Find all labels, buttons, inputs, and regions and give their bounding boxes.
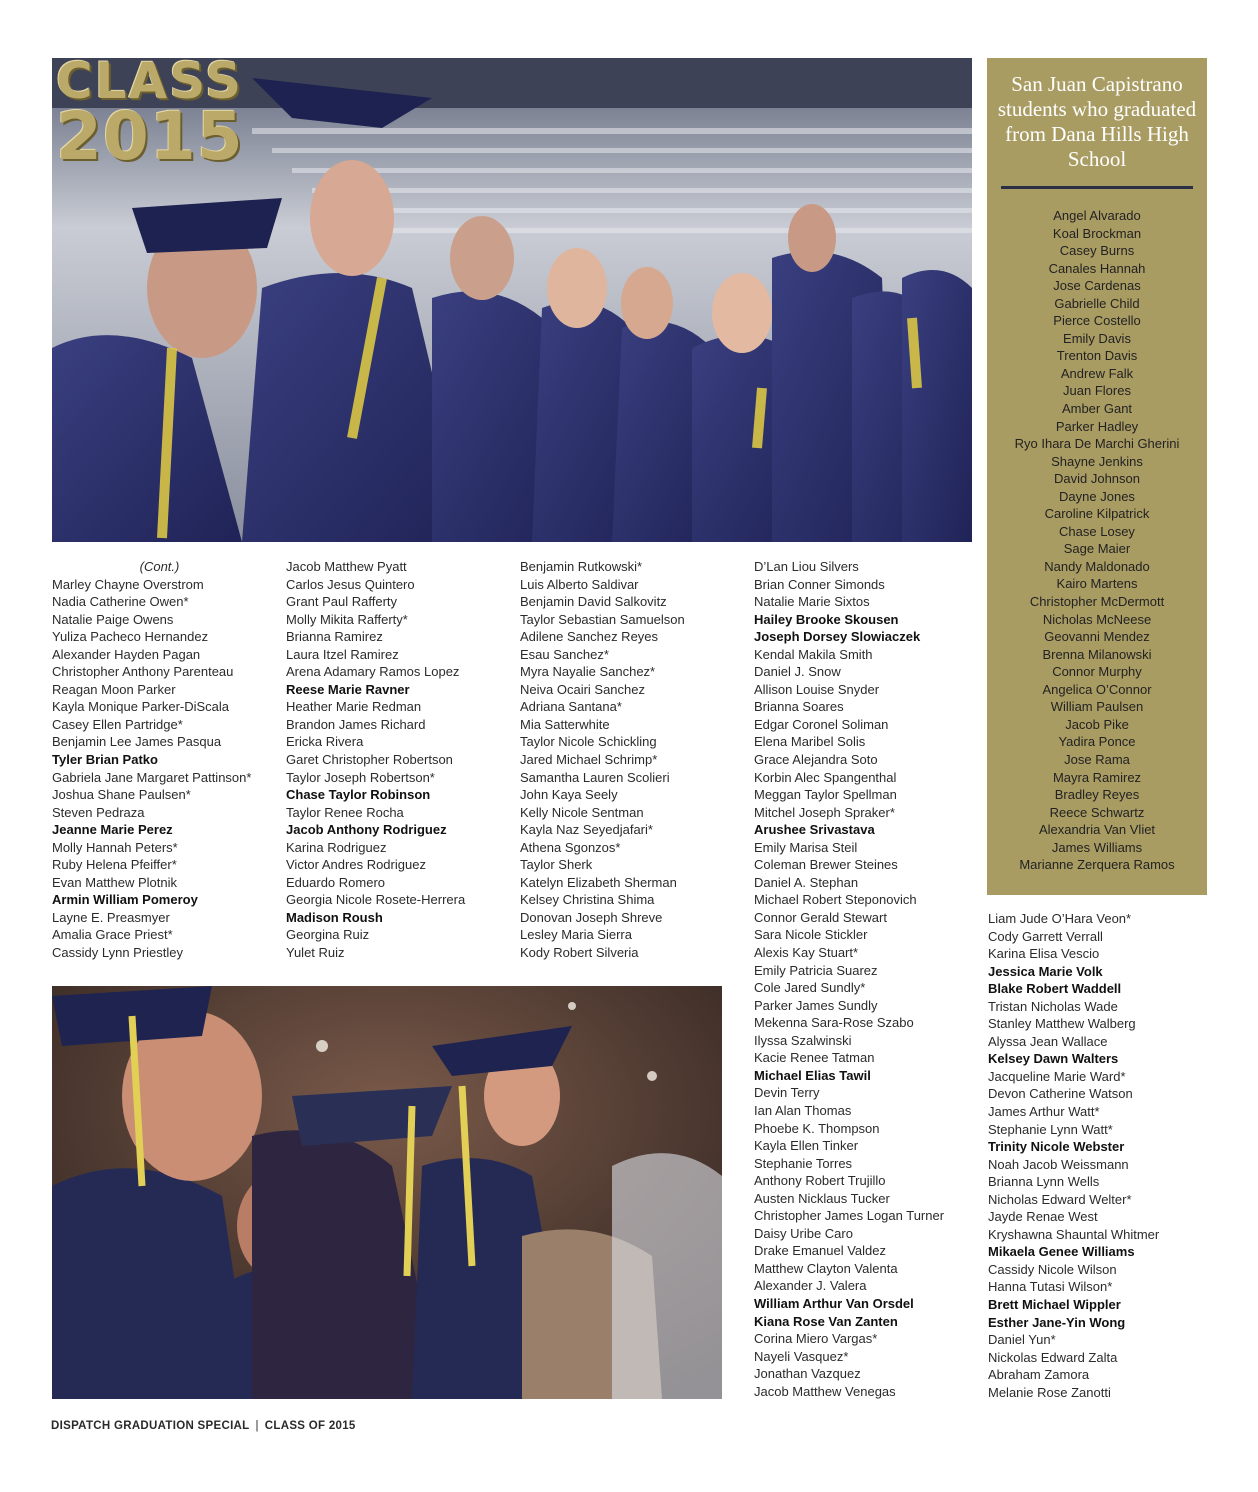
graduate-name: Kody Robert Silveria bbox=[520, 945, 639, 961]
graduate-name: Natalie Marie Sixtos bbox=[754, 594, 870, 610]
graduate-name: Reese Marie Ravner bbox=[286, 681, 410, 697]
graduate-name: Nicholas Edward Welter* bbox=[988, 1191, 1132, 1207]
graduate-name: Benjamin David Salkovitz bbox=[520, 594, 667, 610]
graduate-name: Arushee Srivastava bbox=[754, 822, 875, 838]
graduate-name: Cole Jared Sundly* bbox=[754, 980, 866, 996]
sidebar-divider bbox=[1001, 186, 1193, 189]
graduate-name: Corina Miero Vargas* bbox=[754, 1331, 878, 1347]
graduate-name: Jacob Anthony Rodriguez bbox=[286, 822, 447, 838]
page-footer bbox=[51, 1420, 356, 1432]
sidebar-name: Canales Hannah bbox=[1048, 260, 1146, 276]
graduate-name: Mekenna Sara-Rose Szabo bbox=[754, 1015, 914, 1031]
graduate-name: Ericka Rivera bbox=[286, 734, 364, 750]
graduate-name: Blake Robert Waddell bbox=[988, 981, 1122, 997]
graduate-name: Victor Andres Rodriguez bbox=[286, 857, 426, 873]
sidebar-name: Connor Murphy bbox=[1052, 664, 1142, 680]
graduate-name: Allison Louise Snyder bbox=[754, 681, 880, 697]
sidebar-name: James Williams bbox=[1051, 839, 1143, 855]
graduate-name: Connor Gerald Stewart bbox=[754, 909, 887, 925]
graduate-name: Athena Sgonzos* bbox=[520, 839, 621, 855]
graduate-name: Brianna Lynn Wells bbox=[988, 1174, 1100, 1190]
graduate-name: Ian Alan Thomas bbox=[754, 1102, 852, 1118]
graduate-name: Taylor Nicole Schickling bbox=[520, 734, 657, 750]
graduate-name: Jacob Matthew Pyatt bbox=[286, 559, 407, 574]
graduate-column-5 bbox=[988, 910, 1159, 1401]
sidebar-name-list bbox=[987, 207, 1207, 874]
graduate-name: Edgar Coronel Soliman bbox=[754, 716, 889, 732]
graduate-name: Nayeli Vasquez* bbox=[754, 1348, 849, 1364]
sidebar-title: San Juan Capistrano students who graduated from Dana Hills High School bbox=[997, 72, 1197, 171]
graduate-name: Taylor Sebastian Samuelson bbox=[520, 611, 685, 627]
graduate-name: Karina Elisa Vescio bbox=[988, 946, 1100, 962]
graduate-name: Daniel Yun* bbox=[988, 1332, 1056, 1348]
graduation-photo-top bbox=[52, 58, 972, 542]
graduate-name: Kelsey Christina Shima bbox=[520, 892, 655, 908]
graduate-name: Benjamin Lee James Pasqua bbox=[52, 734, 222, 750]
graduate-name: Stanley Matthew Walberg bbox=[988, 1016, 1136, 1032]
graduate-name: Kelsey Dawn Walters bbox=[988, 1051, 1119, 1067]
footer-section: CLASS OF 2015 bbox=[264, 1420, 356, 1432]
graduates-ceremony-illustration bbox=[52, 986, 722, 1399]
sidebar-name: Angel Alvarado bbox=[1053, 208, 1141, 223]
graduate-name: Eduardo Romero bbox=[286, 874, 385, 890]
class-title-word: CLASS bbox=[56, 58, 244, 110]
footer-separator: | bbox=[255, 1420, 259, 1432]
graduate-name: Jonathan Vazquez bbox=[754, 1366, 861, 1382]
graduate-name: Sara Nicole Stickler bbox=[754, 927, 868, 943]
class-2015-title bbox=[56, 58, 244, 175]
graduate-name: Taylor Sherk bbox=[520, 857, 593, 873]
graduate-name: Devin Terry bbox=[754, 1085, 820, 1101]
footer-publication: DISPATCH GRADUATION SPECIAL bbox=[51, 1420, 250, 1432]
graduate-name: Steven Pedraza bbox=[52, 804, 145, 820]
graduate-name: Elena Maribel Solis bbox=[754, 734, 866, 750]
sidebar-name: Koal Brockman bbox=[1052, 225, 1142, 241]
graduate-name: Cody Garrett Verrall bbox=[988, 928, 1103, 944]
graduate-name: James Arthur Watt* bbox=[988, 1104, 1100, 1120]
graduate-name: Cassidy Nicole Wilson bbox=[988, 1261, 1117, 1277]
graduate-name: Neiva Ocairi Sanchez bbox=[520, 681, 645, 697]
sidebar-name: Trenton Davis bbox=[1056, 348, 1138, 364]
graduate-name: Taylor Renee Rocha bbox=[286, 804, 404, 820]
graduate-name: Jayde Renae West bbox=[988, 1209, 1098, 1225]
graduate-name: Jared Michael Schrimp* bbox=[520, 752, 658, 768]
graduate-name: Amalia Grace Priest* bbox=[52, 927, 173, 943]
class-title-year: 2015 bbox=[56, 97, 244, 175]
graduate-name: Reagan Moon Parker bbox=[52, 681, 176, 697]
graduate-name: Brandon James Richard bbox=[286, 716, 426, 732]
graduate-name: Lesley Maria Sierra bbox=[520, 927, 632, 943]
graduate-name: Gabriela Jane Margaret Pattinson* bbox=[52, 769, 252, 785]
graduate-name: Daisy Uribe Caro bbox=[754, 1225, 853, 1241]
sidebar-name: Yadira Ponce bbox=[1058, 734, 1136, 750]
graduate-name: Kryshawna Shauntal Whitmer bbox=[988, 1226, 1160, 1242]
graduate-name: Trinity Nicole Webster bbox=[988, 1139, 1125, 1155]
graduate-name: Chase Taylor Robinson bbox=[286, 787, 431, 803]
graduate-name: Brianna Soares bbox=[754, 699, 844, 715]
graduate-name: Alyssa Jean Wallace bbox=[988, 1033, 1108, 1049]
graduate-name: Stephanie Torres bbox=[754, 1155, 853, 1171]
graduate-name: Tristan Nicholas Wade bbox=[988, 998, 1118, 1014]
graduate-name: Grant Paul Rafferty bbox=[286, 594, 398, 610]
graduate-name: Brian Conner Simonds bbox=[754, 576, 885, 592]
graduate-name: Alexis Kay Stuart* bbox=[754, 945, 859, 961]
graduate-name: Christopher Anthony Parenteau bbox=[52, 664, 234, 680]
graduate-name: Evan Matthew Plotnik bbox=[52, 874, 178, 890]
graduate-name: Nickolas Edward Zalta bbox=[988, 1349, 1118, 1365]
sidebar-name: Shayne Jenkins bbox=[1051, 453, 1143, 469]
sidebar-name: Chase Losey bbox=[1059, 523, 1135, 539]
sidebar-name: Andrew Falk bbox=[1060, 365, 1134, 381]
sidebar-name: Marianne Zerquera Ramos bbox=[1019, 857, 1175, 873]
graduate-name: Armin William Pomeroy bbox=[52, 892, 198, 908]
graduate-name: Esther Jane-Yin Wong bbox=[988, 1314, 1126, 1330]
graduate-name: Kelly Nicole Sentman bbox=[520, 804, 644, 820]
graduate-name: Grace Alejandra Soto bbox=[754, 752, 878, 768]
graduate-column-4 bbox=[754, 558, 944, 1400]
graduate-name: Daniel J. Snow bbox=[754, 664, 841, 680]
sidebar-name: William Paulsen bbox=[1050, 699, 1144, 715]
sidebar-name: Caroline Kilpatrick bbox=[1044, 506, 1150, 522]
graduate-name: Nadia Catherine Owen* bbox=[52, 594, 189, 610]
sidebar-name: Pierce Costello bbox=[1053, 313, 1141, 329]
graduate-name: Myra Nayalie Sanchez* bbox=[520, 664, 656, 680]
graduate-name: Liam Jude O’Hara Veon* bbox=[988, 911, 1132, 926]
graduate-name: Kiana Rose Van Zanten bbox=[754, 1313, 898, 1329]
graduate-name: Daniel A. Stephan bbox=[754, 874, 859, 890]
graduate-name: Kendal Makila Smith bbox=[754, 646, 873, 662]
graduate-name: Michael Elias Tawil bbox=[754, 1067, 871, 1083]
graduate-name: Garet Christopher Robertson bbox=[286, 752, 453, 768]
graduate-name: Esau Sanchez* bbox=[520, 646, 609, 662]
graduate-name: Samantha Lauren Scolieri bbox=[520, 769, 670, 785]
graduate-name: Layne E. Preasmyer bbox=[52, 909, 170, 925]
graduate-name: Kayla Naz Seyedjafari* bbox=[520, 822, 653, 838]
graduate-name: Georgina Ruiz bbox=[286, 927, 370, 943]
sidebar-name: Gabrielle Child bbox=[1054, 295, 1140, 311]
graduate-name: Joshua Shane Paulsen* bbox=[52, 787, 191, 803]
graduate-name: Meggan Taylor Spellman bbox=[754, 787, 897, 803]
graduate-name: Abraham Zamora bbox=[988, 1367, 1090, 1383]
sidebar-name: Emily Davis bbox=[1063, 330, 1131, 346]
graduate-name: Hailey Brooke Skousen bbox=[754, 611, 899, 627]
sidebar-name: Alexandria Van Vliet bbox=[1038, 822, 1156, 838]
graduate-name: Drake Emanuel Valdez bbox=[754, 1243, 886, 1259]
graduate-name: Karina Rodriguez bbox=[286, 839, 387, 855]
graduate-name: Marley Chayne Overstrom bbox=[52, 576, 204, 592]
sidebar-name: Reece Schwartz bbox=[1049, 804, 1145, 820]
sidebar-name: Parker Hadley bbox=[1055, 418, 1139, 434]
graduate-name: Joseph Dorsey Slowiaczek bbox=[754, 629, 921, 645]
graduate-name: Laura Itzel Ramirez bbox=[286, 646, 399, 662]
graduate-name: Natalie Paige Owens bbox=[52, 611, 174, 627]
graduate-name: Jacqueline Marie Ward* bbox=[988, 1068, 1126, 1084]
graduate-name: Kayla Ellen Tinker bbox=[754, 1138, 859, 1154]
graduate-name: Brett Michael Wippler bbox=[988, 1297, 1121, 1313]
graduate-name: Emily Patricia Suarez bbox=[754, 962, 878, 978]
sidebar-name: Dayne Jones bbox=[1059, 488, 1135, 504]
sjc-students-sidebar bbox=[987, 58, 1207, 895]
graduate-column-2 bbox=[286, 558, 465, 962]
graduate-name: Katelyn Elizabeth Sherman bbox=[520, 874, 677, 890]
graduate-name: Kacie Renee Tatman bbox=[754, 1050, 875, 1066]
graduate-name: Kayla Monique Parker-DiScala bbox=[52, 699, 230, 715]
sidebar-name: Sage Maier bbox=[1063, 541, 1131, 557]
continued-label: (Cont.) bbox=[139, 559, 180, 574]
graduate-name: Ilyssa Szalwinski bbox=[754, 1032, 852, 1048]
graduate-name: Georgia Nicole Rosete-Herrera bbox=[286, 892, 466, 908]
graduate-name: Stephanie Lynn Watt* bbox=[988, 1121, 1113, 1137]
sidebar-name: Geovanni Mendez bbox=[1044, 629, 1150, 645]
graduate-name: Benjamin Rutkowski* bbox=[520, 559, 643, 574]
graduate-name: Arena Adamary Ramos Lopez bbox=[286, 664, 460, 680]
graduate-name: Melanie Rose Zanotti bbox=[988, 1384, 1111, 1400]
sidebar-name: Ryo Ihara De Marchi Gherini bbox=[1014, 436, 1180, 452]
sidebar-name: Mayra Ramirez bbox=[1052, 769, 1142, 785]
graduate-name: Korbin Alec Spangenthal bbox=[754, 769, 897, 785]
graduate-name: D’Lan Liou Silvers bbox=[754, 559, 859, 574]
sidebar-name: Kairo Martens bbox=[1056, 576, 1138, 592]
graduate-name: Parker James Sundly bbox=[754, 997, 878, 1013]
sidebar-name: Nandy Maldonado bbox=[1044, 558, 1150, 574]
graduation-photo-bottom bbox=[52, 986, 722, 1399]
graduate-name: Molly Hannah Peters* bbox=[52, 839, 178, 855]
sidebar-name: Juan Flores bbox=[1063, 383, 1131, 399]
graduate-name: Casey Ellen Partridge* bbox=[52, 716, 183, 732]
graduate-name: John Kaya Seely bbox=[520, 787, 618, 803]
sidebar-name: Bradley Reyes bbox=[1054, 787, 1140, 803]
graduate-name: Jacob Matthew Venegas bbox=[754, 1383, 896, 1399]
graduate-name: Donovan Joseph Shreve bbox=[520, 909, 663, 925]
sidebar-name: Amber Gant bbox=[1061, 401, 1133, 417]
graduate-name: Alexander J. Valera bbox=[754, 1278, 867, 1294]
graduate-name: Cassidy Lynn Priestley bbox=[52, 945, 184, 961]
graduate-name: Austen Nicklaus Tucker bbox=[754, 1190, 890, 1206]
sidebar-name: Brenna Milanowski bbox=[1042, 646, 1152, 662]
graduate-name: Carlos Jesus Quintero bbox=[286, 576, 415, 592]
graduate-name: Devon Catherine Watson bbox=[988, 1086, 1133, 1102]
graduate-name: Matthew Clayton Valenta bbox=[754, 1260, 898, 1276]
graduate-name: Christopher James Logan Turner bbox=[754, 1208, 945, 1224]
sidebar-name: David Johnson bbox=[1054, 471, 1140, 487]
sidebar-name: Christopher McDermott bbox=[1029, 594, 1165, 610]
graduate-name: Yulet Ruiz bbox=[286, 945, 345, 961]
graduate-name: Adriana Santana* bbox=[520, 699, 622, 715]
graduate-name: Noah Jacob Weissmann bbox=[988, 1156, 1129, 1172]
sidebar-name: Nicholas McNeese bbox=[1042, 611, 1152, 627]
graduate-name: Molly Mikita Rafferty* bbox=[286, 611, 408, 627]
graduate-name: Coleman Brewer Steines bbox=[754, 857, 898, 873]
sidebar-name: Jacob Pike bbox=[1065, 716, 1129, 732]
graduate-name: Heather Marie Redman bbox=[286, 699, 422, 715]
sidebar-name: Casey Burns bbox=[1059, 243, 1135, 259]
graduate-name: Alexander Hayden Pagan bbox=[52, 646, 201, 662]
graduate-name: Mia Satterwhite bbox=[520, 716, 610, 732]
graduate-name: Mitchel Joseph Spraker* bbox=[754, 804, 895, 820]
graduate-name: Yuliza Pacheco Hernandez bbox=[52, 629, 209, 645]
graduate-column-1 bbox=[52, 558, 267, 962]
graduate-name: Ruby Helena Pfeiffer* bbox=[52, 857, 177, 873]
graduate-name: Phoebe K. Thompson bbox=[754, 1120, 880, 1136]
graduate-name: Adilene Sanchez Reyes bbox=[520, 629, 659, 645]
graduate-name: Brianna Ramirez bbox=[286, 629, 383, 645]
graduate-name: Taylor Joseph Robertson* bbox=[286, 769, 435, 785]
sidebar-name: Jose Rama bbox=[1064, 751, 1130, 767]
sidebar-name: Angelica O’Connor bbox=[1042, 681, 1152, 697]
graduate-name: Mikaela Genee Williams bbox=[988, 1244, 1135, 1260]
graduate-name: Hanna Tutasi Wilson* bbox=[988, 1279, 1113, 1295]
graduate-column-3 bbox=[520, 558, 685, 962]
graduate-name: Michael Robert Steponovich bbox=[754, 892, 917, 908]
graduate-name: Tyler Brian Patko bbox=[52, 752, 158, 768]
graduate-name: Luis Alberto Saldivar bbox=[520, 576, 639, 592]
graduate-name: Madison Roush bbox=[286, 909, 383, 925]
graduate-name: Emily Marisa Steil bbox=[754, 839, 858, 855]
graduate-name: William Arthur Van Orsdel bbox=[754, 1295, 914, 1311]
sidebar-name: Jose Cardenas bbox=[1053, 278, 1141, 294]
graduate-name: Jessica Marie Volk bbox=[988, 963, 1103, 979]
graduate-name: Anthony Robert Trujillo bbox=[754, 1173, 886, 1189]
graduate-name: Jeanne Marie Perez bbox=[52, 822, 173, 838]
